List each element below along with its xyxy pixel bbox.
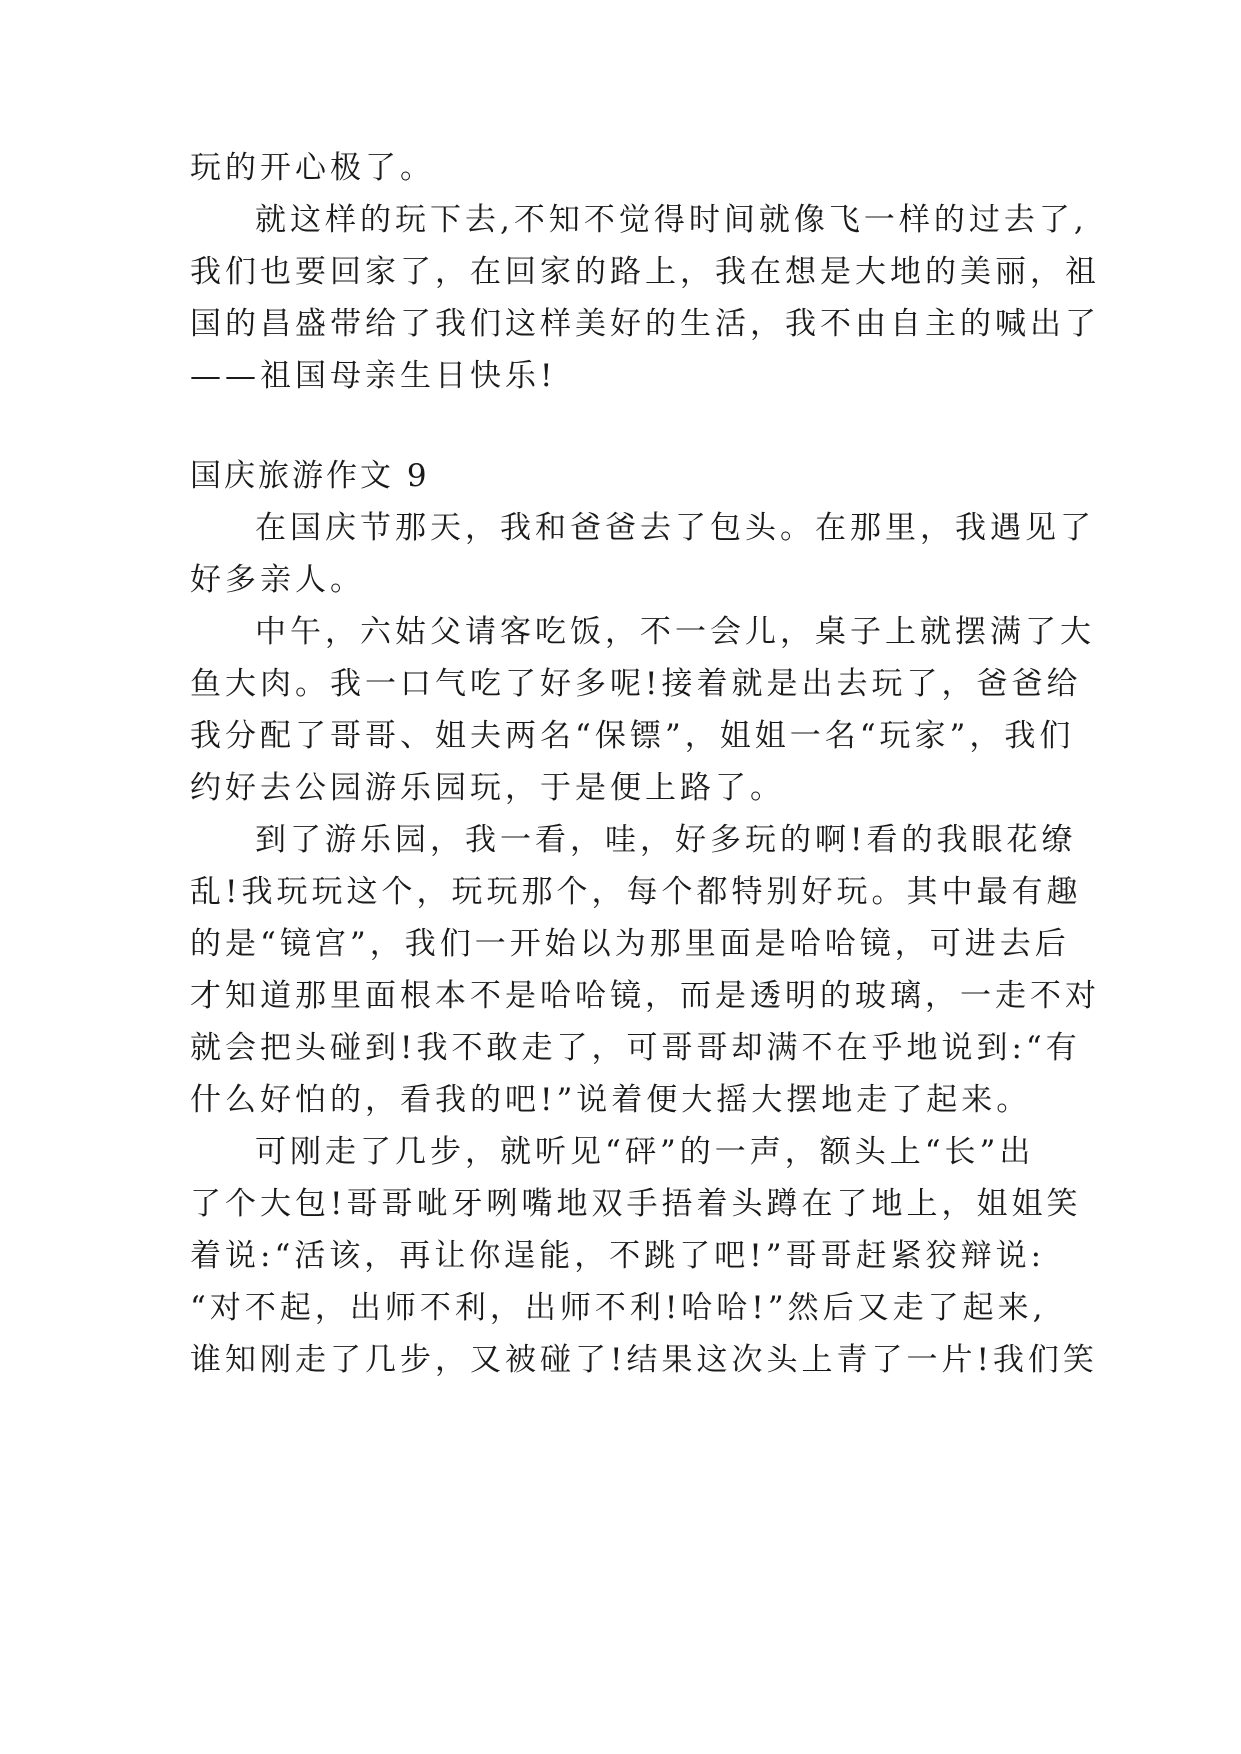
text-line: 的是“镜宫”，我们一开始以为那里面是哈哈镜，可进去后 — [190, 926, 1070, 962]
text-line: 什么好怕的，看我的吧!”说着便大摇大摆地走了起来。 — [190, 1082, 1032, 1118]
paragraph-start-line: 中午，六姑父请客吃饭，不一会儿，桌子上就摆满了大 — [255, 614, 1095, 650]
text-line: 才知道那里面根本不是哈哈镜，而是透明的玻璃，一走不对 — [190, 978, 1100, 1014]
text-line: 我分配了哥哥、姐夫两名“保镖”，姐姐一名“玩家”，我们 — [190, 718, 1075, 754]
text-line: 约好去公园游乐园玩，于是便上路了。 — [190, 770, 785, 806]
paragraph-start-line: 在国庆节那天，我和爸爸去了包头。在那里，我遇见了 — [255, 510, 1095, 546]
text-line: 鱼大肉。我一口气吃了好多呢!接着就是出去玩了，爸爸给 — [190, 666, 1082, 702]
text-line: 谁知刚走了几步，又被碰了!结果这次头上青了一片!我们笑 — [190, 1342, 1098, 1378]
text-line: “对不起，出师不利，出师不利!哈哈!”然后又走了起来, — [190, 1290, 1047, 1326]
text-line: 玩的开心极了。 — [190, 150, 435, 186]
paragraph-start-line: 就这样的玩下去,不知不觉得时间就像飞一样的过去了, — [255, 202, 1088, 238]
text-line: 国的昌盛带给了我们这样美好的生活，我不由自主的喊出了 — [190, 306, 1100, 342]
text-line: 就会把头碰到!我不敢走了，可哥哥却满不在乎地说到:“有 — [190, 1030, 1081, 1066]
section-heading: 国庆旅游作文 9 — [190, 458, 430, 494]
text-line: 着说:“活该，再让你逞能，不跳了吧!”哥哥赶紧狡辩说: — [190, 1238, 1046, 1274]
paragraph-start-line: 到了游乐园，我一看，哇，好多玩的啊!看的我眼花缭 — [255, 822, 1077, 858]
text-line: 乱!我玩玩这个，玩玩那个，每个都特别好玩。其中最有趣 — [190, 874, 1082, 910]
text-line: ——祖国母亲生日快乐! — [190, 358, 557, 394]
text-line: 好多亲人。 — [190, 562, 365, 598]
paragraph-start-line: 可刚走了几步，就听见“砰”的一声，额头上“长”出 — [255, 1134, 1035, 1170]
text-line: 我们也要回家了，在回家的路上，我在想是大地的美丽，祖 — [190, 254, 1100, 290]
text-line: 了个大包!哥哥呲牙咧嘴地双手捂着头蹲在了地上，姐姐笑 — [190, 1186, 1082, 1222]
